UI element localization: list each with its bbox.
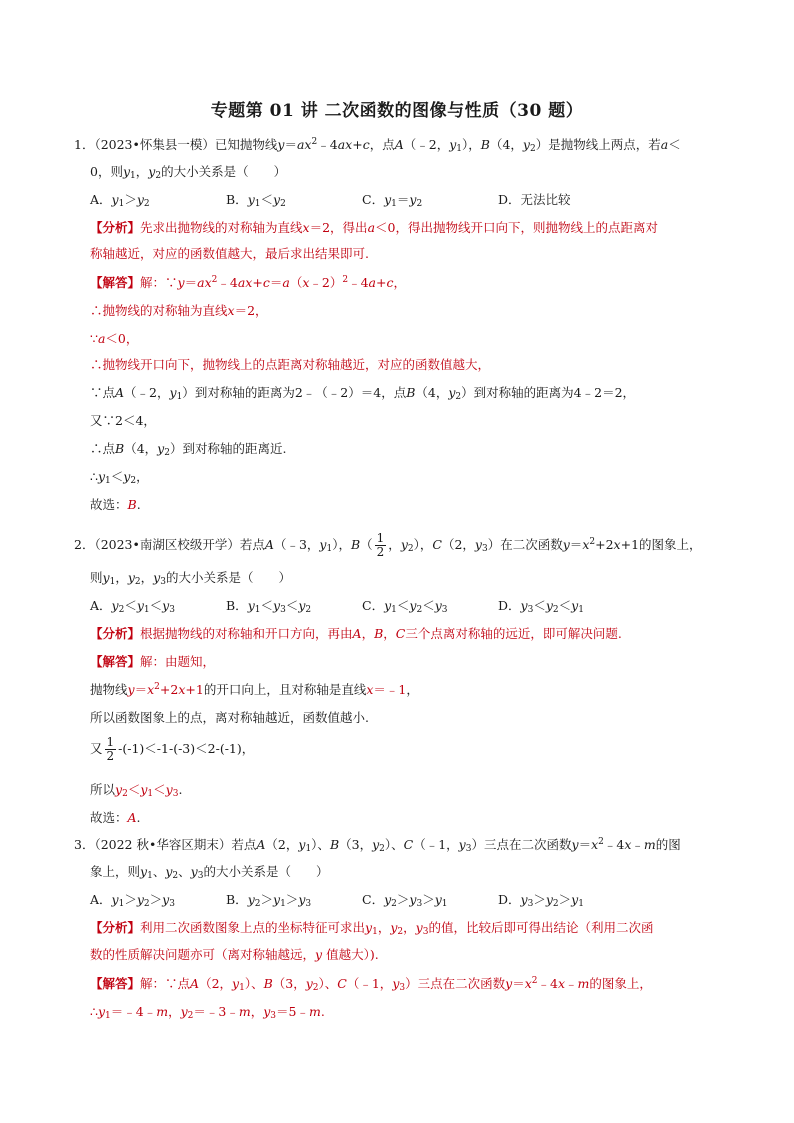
- q2-solution-line1: 【解答】解：由题知，: [90, 654, 216, 669]
- q1-option-c: C．$y_1=y_2$: [362, 192, 423, 209]
- q3-option-d: D．$y_3>y_2>y_1$: [498, 892, 584, 909]
- q1-solution-line2: ∴抛物线的对称轴为直线x＝2，: [90, 303, 268, 318]
- q2-solution-line2: 抛物线$y=x^2+2x+1$的开口向上，且对称轴是直线x＝﹣1，: [90, 682, 419, 697]
- q1-solution-line6: 又∵2＜4，: [90, 413, 156, 428]
- q1-option-b: B．$y_1<y_2$: [226, 192, 286, 209]
- q2-solution-line4: 又 $\frac{1}{2}$ -(-1)＜-1-(-3)＜2-(-1)，: [90, 735, 255, 763]
- q1-solution-line3: ∵a＜0，: [90, 331, 139, 346]
- q2-option-c: C．$y_1<y_2<y_3$: [362, 598, 448, 615]
- q2-stem-line2: 则$y_1$，$y_2$，$y_3$的大小关系是（ ）: [90, 570, 291, 587]
- q2-solution-line5: 所以$y_2<y_1<y_3$.: [90, 782, 183, 799]
- q2-choose: 故选：A.: [90, 810, 141, 825]
- q3-stem-line1: 3．（2022 秋•华容区期末）若点A（2，$y_1$）、B（3，$y_2$）、C（﹣1，$y_3$）三点在二次函数$y=x^2﹣4x﹣m$的图: [74, 837, 681, 854]
- q1-solution-line5: ∵点A（﹣2，$y_1$）到对称轴的距离为2﹣（﹣2）＝4，点B（4，$y_2$）到对称轴的距离为4﹣2＝2，: [90, 385, 636, 402]
- q3-analysis-line1: 【分析】利用二次函数图象上点的坐标特征可求出$y_1$，$y_2$，$y_3$的值，比较后即可得出结论（利用二次函: [90, 920, 654, 937]
- page-title: 专题第 01 讲 二次函数的图像与性质（30 题）: [210, 101, 584, 121]
- q3-option-a: A．$y_1>y_2>y_3$: [90, 892, 175, 909]
- q3-option-b: B．$y_2>y_1>y_3$: [226, 892, 312, 909]
- q1-analysis-line2: 称轴越近，对应的函数值越大，最后求出结果即可.: [90, 246, 369, 261]
- q1-option-d: D．无法比较: [498, 192, 571, 207]
- q1-stem-line1: 1．（2023•怀集县一模）已知抛物线$y=ax^2﹣4ax+c$，点A（﹣2，$y_1$），B（4，$y_2$）是抛物线上两点，若a＜: [74, 137, 681, 154]
- q2-option-a: A．$y_2<y_1<y_3$: [90, 598, 175, 615]
- q1-option-a: A．$y_1>y_2$: [90, 192, 150, 209]
- q1-solution-line7: ∴点B（4，$y_2$）到对称轴的距离近.: [90, 441, 287, 458]
- q1-stem-line2: 0，则$y_1$，$y_2$的大小关系是（ ）: [90, 164, 287, 181]
- q1-analysis-line1: 【分析】先求出抛物线的对称轴为直线x＝2，得出a＜0，得出抛物线开口向下，则抛物线上的点距离对: [90, 220, 658, 235]
- q1-solution-line4: ∴抛物线开口向下，抛物线上的点距离对称轴越近，对应的函数值越大，: [90, 357, 491, 372]
- q2-stem-line1: 2．（2023•南湖区校级开学）若点A（﹣3，$y_1$），B（ $\frac{1}{2}$ ，$y_2$），C（2，$y_3$）在二次函数$y=x^2+2x+1$的图象上，: [74, 531, 702, 559]
- q2-solution-line3: 所以函数图象上的点，离对称轴越近，函数值越小.: [90, 710, 369, 725]
- q1-solution-line8: $\therefore y_1<y_2$，: [90, 469, 149, 486]
- q3-solution-line2: $\therefore y_1=﹣4﹣m$，$y_2=﹣3﹣m$，$y_3=5﹣m$.: [90, 1004, 325, 1021]
- q3-option-c: C．$y_2>y_3>y_1$: [362, 892, 448, 909]
- q3-stem-line2: 象上，则$y_1$、$y_2$、$y_3$的大小关系是（ ）: [90, 864, 329, 881]
- q1-choose: 故选：B.: [90, 497, 141, 512]
- q1-solution-line1: 【解答】解：$\because y=ax^2﹣4ax+c=a(x﹣2)^2﹣4a+c$，: [90, 275, 406, 290]
- q2-analysis: 【分析】根据抛物线的对称轴和开口方向，再由A，B，C三个点离对称轴的远近，即可解决问题.: [90, 626, 622, 641]
- q2-option-b: B．$y_1<y_3<y_2$: [226, 598, 312, 615]
- q2-option-d: D．$y_3<y_2<y_1$: [498, 598, 584, 615]
- q3-analysis-line2: 数的性质解决问题亦可（离对称轴越远，y 值越大）).: [90, 947, 379, 962]
- q3-solution-line1: 【解答】解：∵点A（2，$y_1$）、B（3，$y_2$）、C（﹣1，$y_3$）三点在二次函数$y=x^2﹣4x﹣m$的图象上，: [90, 976, 652, 993]
